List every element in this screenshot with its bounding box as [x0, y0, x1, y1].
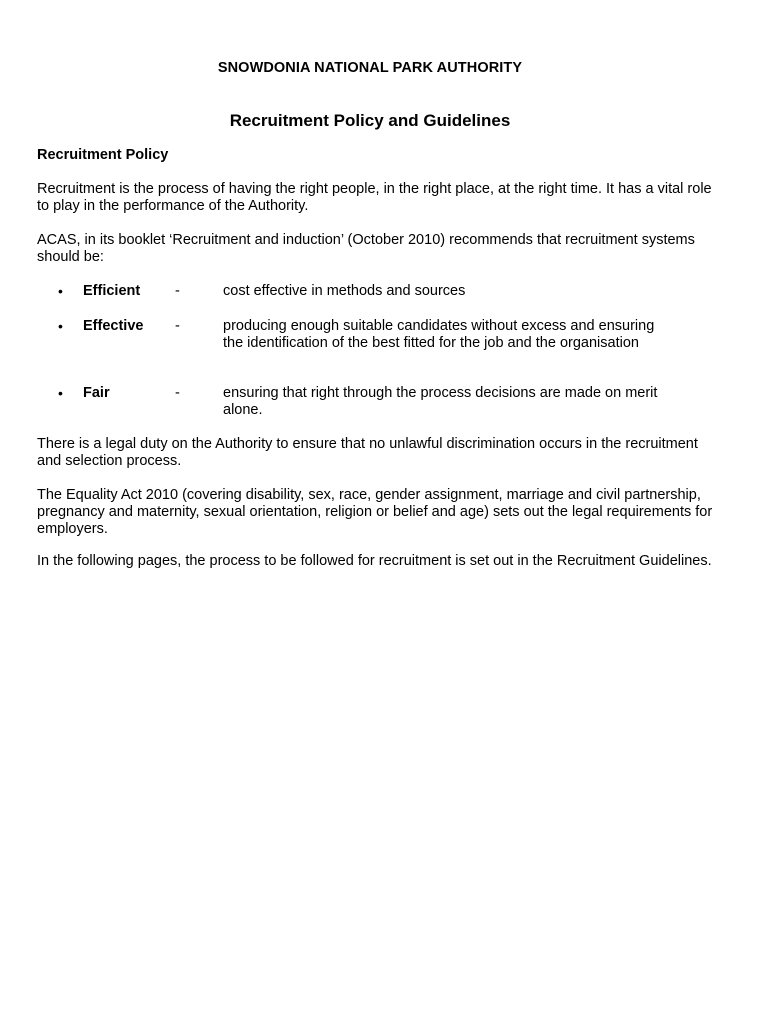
criteria-description: cost effective in methods and sources: [223, 283, 466, 299]
organisation-heading: SNOWDONIA NATIONAL PARK AUTHORITY: [217, 60, 523, 76]
section-heading: Recruitment Policy: [37, 147, 169, 163]
criteria-term: Effective: [83, 318, 144, 334]
criteria-dash: -: [175, 283, 180, 299]
criteria-description: ensuring that right through the process decisions are made on merit alone.: [223, 385, 658, 418]
criteria-term: Efficient: [83, 283, 141, 299]
intro-paragraph: Recruitment is the process of having the right people, in the right place, at the right time. It has a vital role to play in the performance of the Authority.: [37, 181, 712, 214]
legal-duty-paragraph: There is a legal duty on the Authority to ensure that no unlawful discrimination occurs in the recruitment and selection process.: [37, 436, 698, 469]
equality-act-paragraph: The Equality Act 2010 (covering disability, sex, race, gender assignment, marriage and civil partnership, pregnancy and maternity, sexual orientation, religion or belief and age) sets out the legal requirements for employers.: [37, 487, 713, 537]
bullet-icon: •: [58, 385, 63, 401]
bullet-icon: •: [58, 283, 63, 299]
criteria-term: Fair: [83, 385, 110, 401]
document-title: Recruitment Policy and Guidelines: [229, 111, 511, 130]
following-pages-paragraph: In the following pages, the process to be followed for recruitment is set out in the Recruitment Guidelines.: [37, 553, 712, 569]
criteria-description: producing enough suitable candidates without excess and ensuring the identification of the best fitted for the job and the organisation: [223, 318, 655, 351]
criteria-dash: -: [175, 385, 180, 401]
criteria-dash: -: [175, 318, 180, 334]
acas-paragraph: ACAS, in its booklet ‘Recruitment and induction’ (October 2010) recommends that recruitment systems should be:: [37, 232, 695, 265]
bullet-icon: •: [58, 318, 63, 334]
